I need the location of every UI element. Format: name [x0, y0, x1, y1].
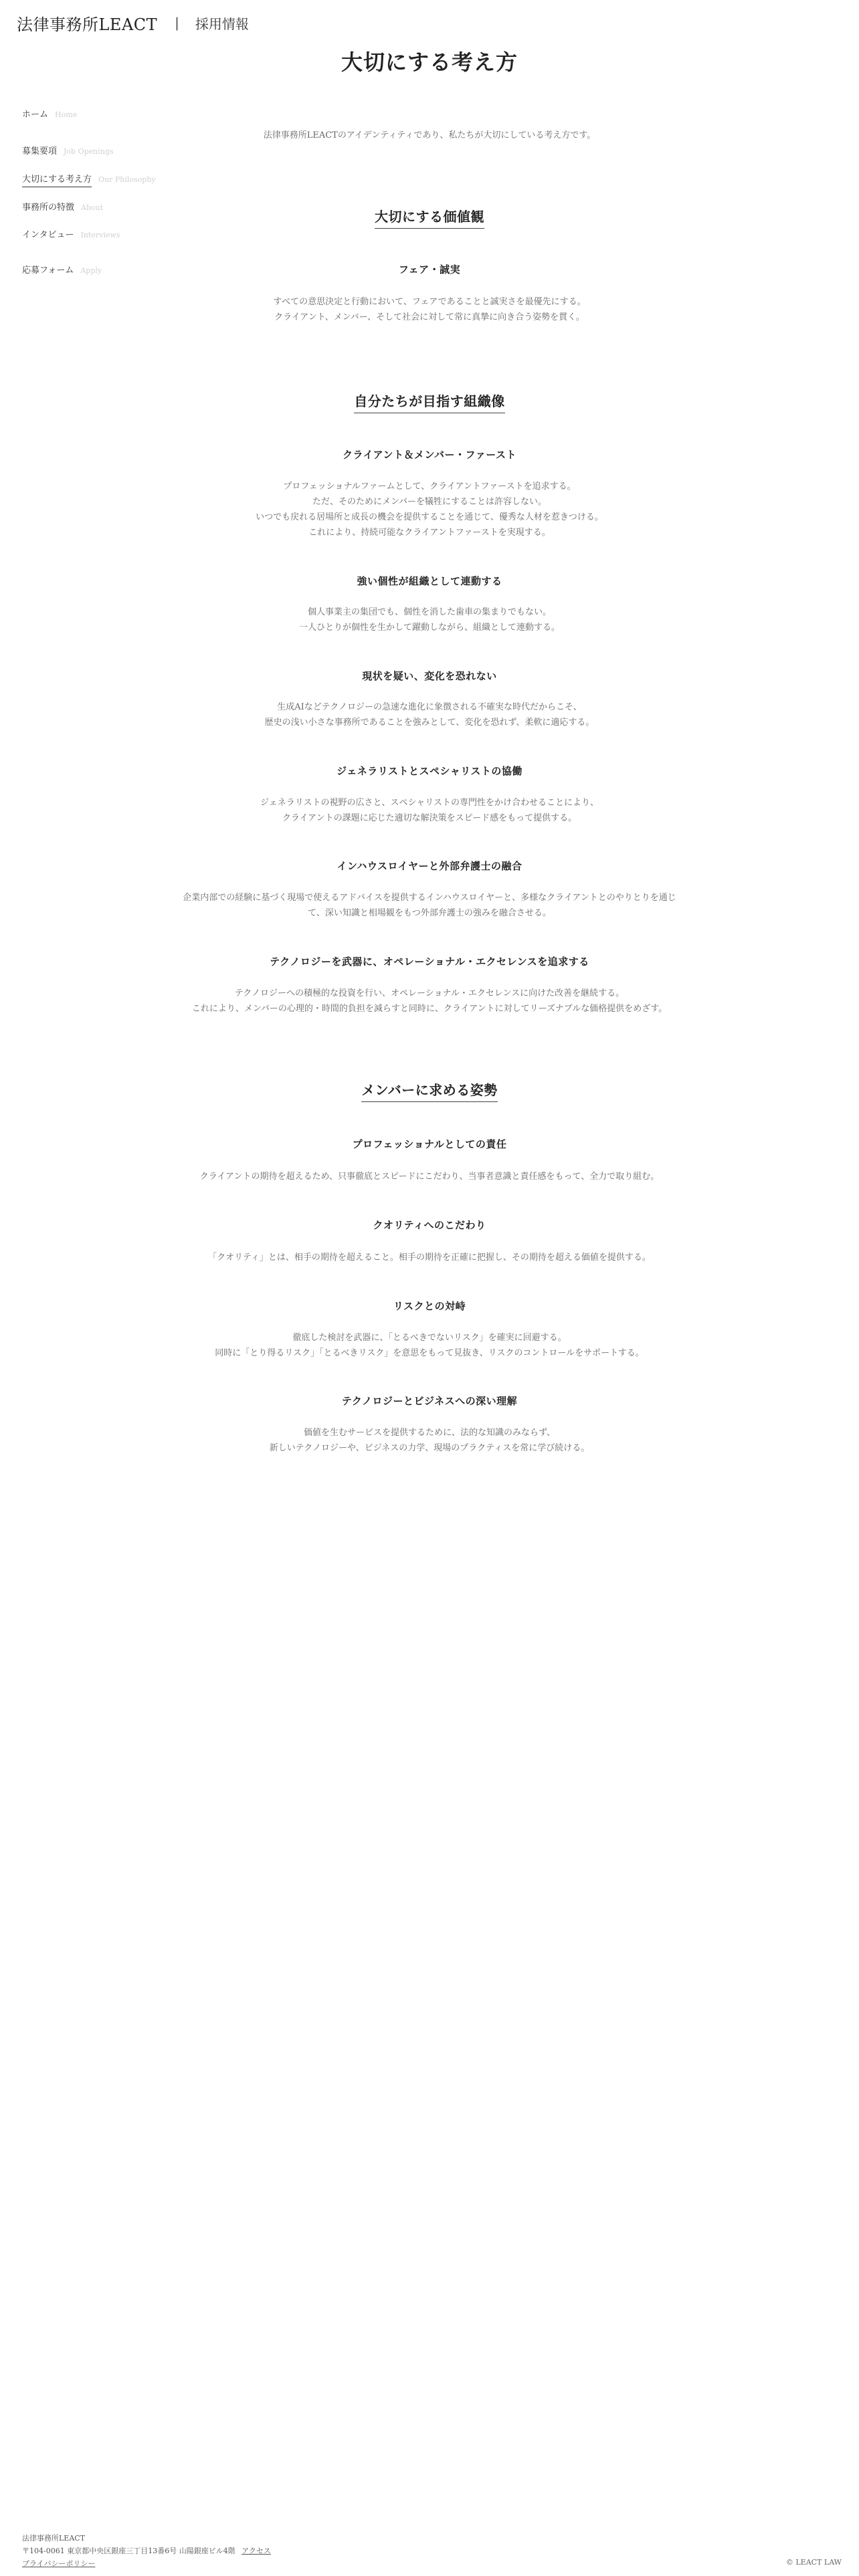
- item-title: クライアント＆メンバー・ファースト: [343, 449, 516, 461]
- item-body-line: すべての意思決定と行動において、フェアであることと誠実さを最優先にする。: [273, 297, 586, 307]
- item-body-line: 歴史の浅い小さな事務所であることを強みとして、変化を恐れず、柔軟に適応する。: [264, 718, 595, 728]
- nav-item-sublabel: Interviews: [80, 231, 120, 239]
- nav-item-sublabel: About: [81, 203, 104, 212]
- footer-copyright: © LEACT LAW: [785, 2558, 842, 2567]
- footer-access-link[interactable]: アクセス: [242, 2547, 271, 2555]
- item-title: 強い個性が組織として連動する: [357, 575, 502, 587]
- item-title: インハウスロイヤーと外部弁護士の融合: [337, 860, 522, 872]
- item-body: [0, 294, 859, 325]
- item-body-line: いつでも戻れる居場所と成長の機会を提供することを通じて、優秀な人材を惹きつける。: [256, 512, 603, 522]
- item-body-line: これにより、メンバーの心理的・時間的負担を減らすと同時に、クライアントに対してリーズナブルな価格提供をめざす。: [191, 1004, 668, 1014]
- item-body: [0, 479, 859, 540]
- nav-item-sublabel: Apply: [80, 266, 102, 275]
- item-title: プロフェッショナルとしての責任: [352, 1138, 507, 1150]
- nav-item-label: 事務所の特徴: [22, 203, 75, 213]
- section-heading-text: メンバーに求める姿勢: [361, 1079, 498, 1102]
- item-body-line: ジェネラリストの視野の広さと、スペシャリストの専門性をかけ合わせることにより、: [260, 798, 599, 808]
- item-body-line: て、深い知識と相場観をもつ外部弁護士の強みを融合させる。: [308, 908, 551, 918]
- nav-item-sublabel: Home: [55, 110, 78, 119]
- nav-item-job-openings[interactable]: [22, 144, 114, 158]
- nav-item-sublabel: Job Openings: [64, 147, 114, 156]
- item-body: [0, 1425, 859, 1456]
- intro-text: 法律事務所LEACTのアイデンティティであり、私たちが大切にしている考え方です。: [263, 130, 596, 140]
- item-title: テクノロジーとビジネスへの深い理解: [341, 1395, 518, 1407]
- nav-item-sublabel: Our Philosophy: [98, 175, 156, 184]
- nav-item-label: インタビュー: [22, 230, 74, 240]
- nav-item-label: 応募フォーム: [22, 265, 74, 276]
- item-body-line: 同時に「とり得るリスク」「とるべきリスク」を意思をもって見抜き、リスクのコントロールをサポートする。: [215, 1348, 644, 1358]
- item-body: [0, 605, 859, 635]
- section-heading-values: [0, 206, 859, 229]
- section-heading-member-attitude: [0, 1079, 859, 1102]
- item-body-line: 一人ひとりが個性を生かして躍動しながら、組織として連動する。: [298, 623, 560, 633]
- item-body-line: 生成AIなどテクノロジーの急速な進化に象徴される不確実な時代だからこそ、: [277, 702, 582, 712]
- item-body: [0, 1330, 859, 1361]
- item-title: リスクとの対峙: [393, 1300, 466, 1312]
- item-body-line: これにより、持続可能なクライアントファーストを実現する。: [308, 528, 551, 538]
- nav-item-interviews[interactable]: [22, 227, 120, 242]
- header-subtitle[interactable]: 採用情報: [195, 15, 249, 32]
- header-separator: |: [175, 15, 179, 31]
- item-title: テクノロジーを武器に、オペレーショナル・エクセレンスを追求する: [270, 956, 589, 968]
- page-title: 大切にする考え方: [341, 49, 518, 75]
- footer-privacy-link[interactable]: プライバシーポリシー: [22, 2559, 96, 2568]
- item-title: フェア・誠実: [398, 263, 461, 276]
- item-body: [0, 890, 859, 921]
- item-body-line: クライアントの課題に応じた適切な解決策をスピード感をもって提供する。: [282, 813, 577, 823]
- footer-address-row: [22, 2545, 271, 2557]
- section-heading-text: 大切にする価値観: [375, 206, 484, 229]
- brand-logo-text[interactable]: 法律事務所LEACT: [17, 15, 158, 34]
- item-body-line: クライアントの期待を超えるため、只事徹底とスピードにこだわり、当事者意識と責任感をもって、全力で取り組む。: [199, 1172, 660, 1182]
- item-body-line: テクノロジーへの積極的な投資を行い、オペレーショナル・エクセレンスに向けた改善を継続する。: [234, 988, 625, 998]
- nav-item-label: ホーム: [22, 110, 49, 120]
- item-body-line: 価値を生むサービスを提供するために、法的な知識のみならず、: [304, 1428, 555, 1438]
- site-header: [17, 9, 249, 36]
- item-title: クオリティへのこだわり: [373, 1219, 486, 1231]
- item-body: [0, 986, 859, 1016]
- item-body: [0, 700, 859, 730]
- item-body-line: 企業内部での経験に基づく現場で使えるアドバイスを提供するインハウスロイヤーと、多様なクライアントとのやりとりを通じ: [183, 893, 676, 903]
- item-title: 現状を疑い、変化を恐れない: [362, 670, 497, 682]
- section-heading-organization: [0, 391, 859, 413]
- nav-item-our-philosophy[interactable]: [22, 172, 156, 187]
- item-body-line: ただ、そのためにメンバーを犠牲にすることは許容しない。: [312, 497, 547, 507]
- footer-address: 〒104-0061 東京都中央区銀座三丁目13番6号 山陽銀座ビル4階: [22, 2547, 235, 2555]
- footer-privacy-row: [22, 2557, 271, 2570]
- item-body-line: 徹底した検討を武器に、「とるべきでないリスク」を確実に回避する。: [292, 1333, 567, 1343]
- item-body: [0, 1169, 859, 1184]
- section-heading-text: 自分たちが目指す組織像: [354, 391, 505, 413]
- item-body: [0, 795, 859, 826]
- item-body-line: クライアント、メンバー、そして社会に対して常に真摯に向き合う姿勢を貫く。: [274, 312, 585, 322]
- nav-item-home[interactable]: [22, 107, 77, 122]
- item-body-line: 「クオリティ」とは、相手の期待を超えること。相手の期待を正確に把握し、その期待を超える価値を提供する。: [208, 1253, 651, 1263]
- site-footer: [22, 2532, 271, 2570]
- footer-firm-name: 法律事務所LEACT: [22, 2534, 86, 2543]
- nav-item-label: 大切にする考え方: [22, 172, 92, 187]
- item-body-line: プロフェッショナルファームとして、クライアントファーストを追求する。: [283, 481, 576, 492]
- item-title: ジェネラリストとスペシャリストの協働: [337, 765, 522, 777]
- item-body-line: 個人事業主の集団でも、個性を消した歯車の集まりでもない。: [307, 607, 551, 617]
- nav-item-label: 募集要項: [22, 146, 58, 156]
- item-body-line: 新しいテクノロジーや、ビジネスの力学、現場のプラクティスを常に学び続ける。: [269, 1443, 590, 1453]
- item-body: [0, 1250, 859, 1265]
